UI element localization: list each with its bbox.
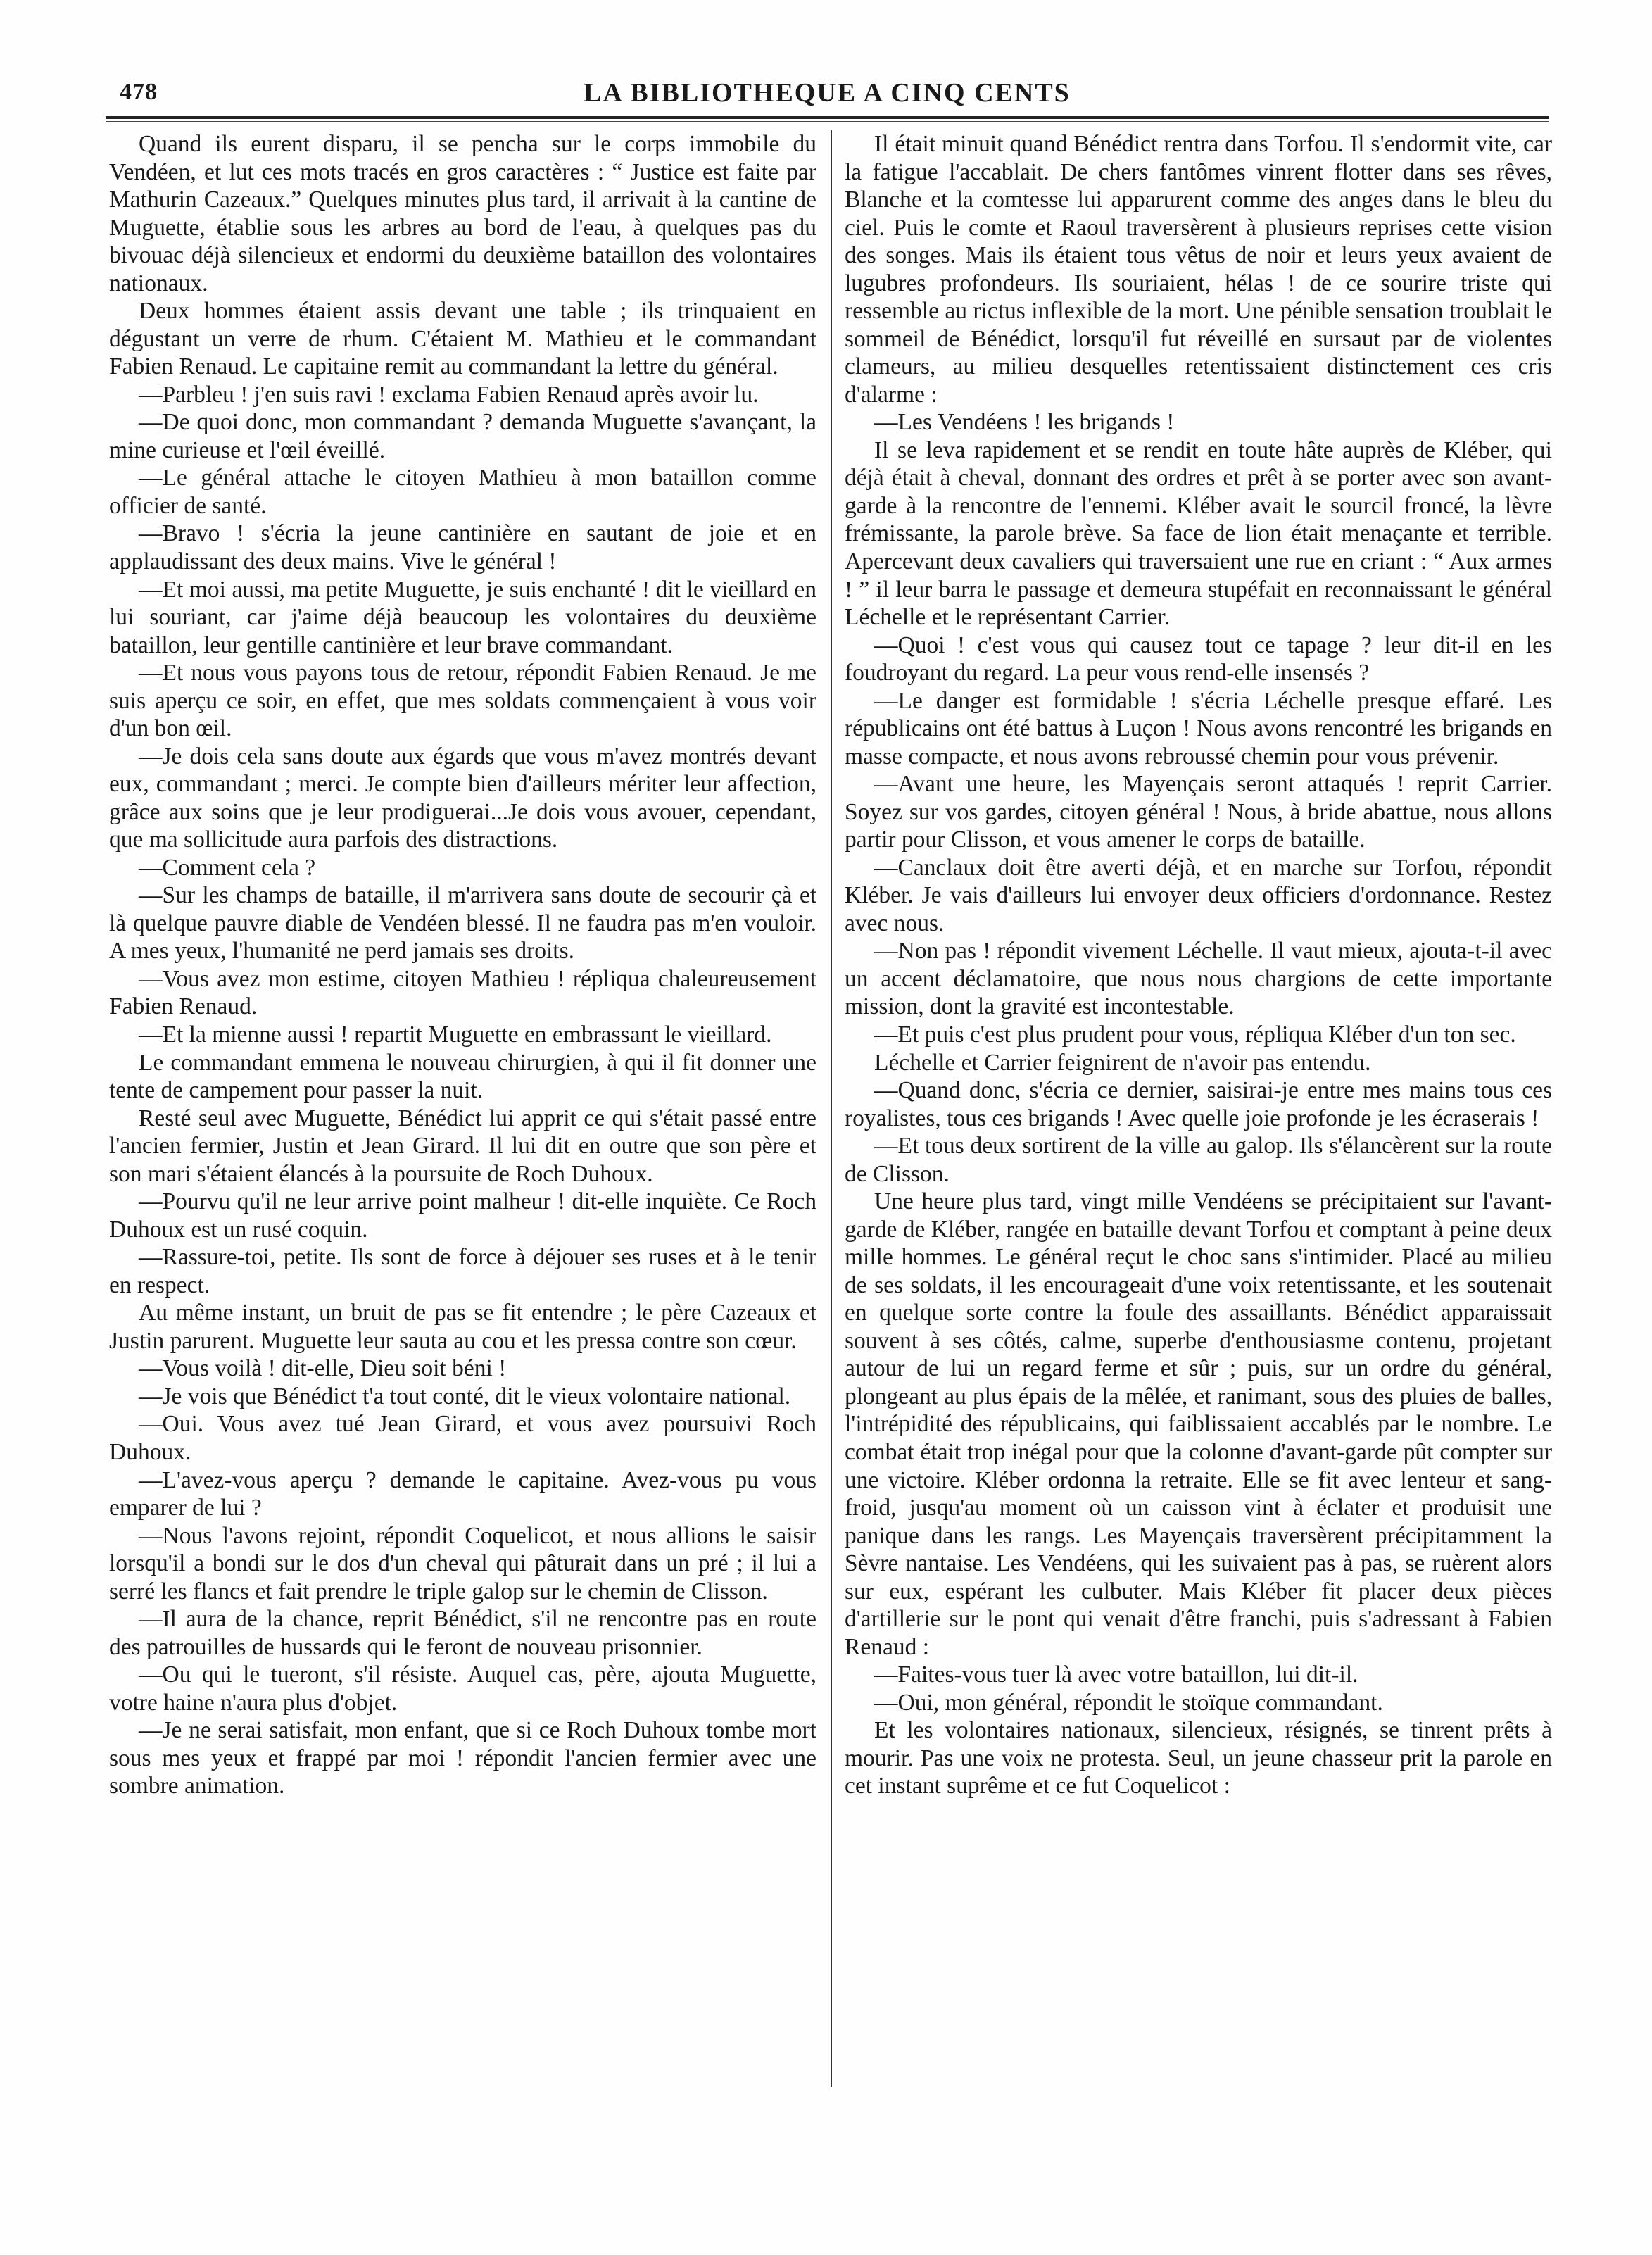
paragraph: Au même instant, un bruit de pas se fit entendre ; le père Cazeaux et Justin parurent. Muguette leur sauta au cou et les pressa contre son cœur. bbox=[109, 1300, 816, 1354]
running-title: LA BIBLIOTHEQUE A CINQ CENTS bbox=[584, 78, 1071, 108]
paragraph: —L'avez-vous aperçu ? demande le capitaine. Avez-vous pu vous emparer de lui ? bbox=[109, 1466, 816, 1521]
paragraph: —Canclaux doit être averti déjà, et en marche sur Torfou, répondit Kléber. Je vais d'ailleurs lui envoyer deux officiers d'ordonnance. Restez avec nous. bbox=[845, 854, 1552, 936]
paragraph: —Il aura de la chance, reprit Bénédict, s'il ne rencontre pas en route des patrouilles de hussards qui le feront de nouveau prisonnier. bbox=[109, 1606, 816, 1660]
paragraph: —Vous voilà ! dit-elle, Dieu soit béni ! bbox=[139, 1355, 507, 1382]
paragraph: Il se leva rapidement et se rendit en toute hâte auprès de Kléber, qui déjà était à cheval, donnant des ordres et prêt à se porter avec son avant-garde à la rencontre de l'ennemi. Kléber avait le sourcil froncé, la lèvre frémissante, la parole brève. Sa face de lion était menaçante et terrible. Apercevant deux cavaliers qui traversaient une rue en criant : “ Aux armes ! ” il leur barra le passage et demeura stupéfait en reconnaissant le général Léchelle et le représentant Carrier. bbox=[845, 436, 1552, 631]
paragraph: Il était minuit quand Bénédict rentra dans Torfou. Il s'endormit vite, car la fatigue l'accablait. De chers fantômes vinrent flotter dans ses rêves, Blanche et la comtesse lui apparurent comme des anges dans le bleu du ciel. Puis le comte et Raoul traversèrent à plusieurs reprises cette vision des songes. Mais ils étaient tous vêtus de noir et leurs yeux avaient de lugubres profondeurs. Ils souriaient, hélas ! de ce sourire triste qui ressemble au rictus inflexible de la mort. Une pénible sensation troublait le sommeil de Bénédict, lorsqu'il fut réveillé en sursaut par de violentes clameurs, au milieu desquelles retentissaient distinctement ces cris d'alarme : bbox=[845, 131, 1552, 408]
paragraph: —Nous l'avons rejoint, répondit Coquelicot, et nous allions le saisir lorsqu'il a bondi sur le dos d'un cheval qui pâturait dans un pré ; il lui a serré les flancs et fait prendre le triple galop sur le chemin de Clisson. bbox=[109, 1522, 816, 1604]
paragraph: —Vous avez mon estime, citoyen Mathieu ! répliqua chaleureusement Fabien Renaud. bbox=[109, 965, 816, 1020]
left-column bbox=[109, 130, 816, 2087]
paragraph: Le commandant emmena le nouveau chirurgien, à qui il fit donner une tente de campement pour passer la nuit. bbox=[109, 1049, 816, 1104]
page-header bbox=[106, 76, 1549, 118]
paragraph: —Parbleu ! j'en suis ravi ! exclama Fabien Renaud après avoir lu. bbox=[139, 381, 759, 408]
paragraph: Resté seul avec Muguette, Bénédict lui apprit ce qui s'était passé entre l'ancien fermier, Justin et Jean Girard. Il lui dit en outre que son père et son mari s'étaient élancés à la poursuite de Roch Duhoux. bbox=[109, 1105, 816, 1187]
paragraph: —Oui. Vous avez tué Jean Girard, et vous avez poursuivi Roch Duhoux. bbox=[109, 1411, 816, 1465]
paragraph: —Comment cela ? bbox=[139, 854, 316, 881]
paragraph: —Ou qui le tueront, s'il résiste. Auquel cas, père, ajouta Muguette, votre haine n'aura plus d'objet. bbox=[109, 1662, 816, 1716]
paragraph: —Faites-vous tuer là avec votre bataillon, lui dit-il. bbox=[874, 1662, 1358, 1688]
paragraph: Une heure plus tard, vingt mille Vendéens se précipitaient sur l'avant-garde de Kléber, rangée en bataille devant Torfou et comptant à peine deux mille hommes. Le général reçut le choc sans s'intimider. Placé au milieu de ses soldats, il les encourageait d'une voix retentissante, et les soutenait en quelque sorte contre la foule des assaillants. Bénédict apparaissait souvent à ses côtés, calme, superbe d'enthousiasme contenu, projetant autour de lui un regard ferme et sûr ; puis, sur un ordre du général, plongeant au plus épais de la mêlée, et ranimant, sous des pluies de balles, l'intrépidité des républicains, qui faiblissaient accablés par le nombre. Le combat était trop inégal pour que la colonne d'avant-garde pût compter sur une victoire. Kléber ordonna la retraite. Elle se fit avec lenteur et sang-froid, jusqu'au moment où un caisson vint à éclater et produisit une panique dans les rangs. Les Mayençais traversèrent précipitamment la Sèvre nantaise. Les Vendéens, qui les suivaient pas à pas, se ruèrent alors sur eux, espérant les culbuter. Mais Kléber fit placer deux pièces d'artillerie sur le pont qui venait d'être franchi, puis s'adressant à Fabien Renaud : bbox=[845, 1188, 1552, 1660]
paragraph: —Avant une heure, les Mayençais seront attaqués ! reprit Carrier. Soyez sur vos gardes, citoyen général ! Nous, à bride abattue, nous allons partir pour Clisson, et vous amener le corps de bataille. bbox=[845, 771, 1552, 853]
paragraph: —Rassure-toi, petite. Ils sont de force à déjouer ses ruses et à le tenir en respect. bbox=[109, 1244, 816, 1298]
paragraph: —Je vois que Bénédict t'a tout conté, dit le vieux volontaire national. bbox=[139, 1383, 791, 1409]
paragraph: —Bravo ! s'écria la jeune cantinière en sautant de joie et en applaudissant des deux mains. Vive le général ! bbox=[109, 520, 816, 574]
paragraph: —Non pas ! répondit vivement Léchelle. Il vaut mieux, ajouta-t-il avec un accent déclamatoire, que nous nous chargions de cette importante mission, dont la gravité est incontestable. bbox=[845, 938, 1552, 1020]
paragraph: —Et tous deux sortirent de la ville au galop. Ils s'élancèrent sur la route de Clisson. bbox=[845, 1133, 1552, 1187]
header-rule bbox=[106, 116, 1549, 119]
paragraph: —Et moi aussi, ma petite Muguette, je suis enchanté ! dit le vieillard en lui souriant, car j'aime déjà beaucoup les volontaires du deuxième bataillon, leur gentille cantinière et leur brave commandant. bbox=[109, 576, 816, 658]
paragraph: —Les Vendéens ! les brigands ! bbox=[874, 409, 1175, 436]
column-divider bbox=[831, 130, 832, 2087]
paragraph: —Quand donc, s'écria ce dernier, saisirai-je entre mes mains tous ces royalistes, tous ces brigands ! Avec quelle joie profonde je les écraserais ! bbox=[845, 1077, 1552, 1131]
paragraph: Deux hommes étaient assis devant une table ; ils trinquaient en dégustant un verre de rhum. C'étaient M. Mathieu et le commandant Fabien Renaud. Le capitaine remit au commandant la lettre du général. bbox=[109, 298, 816, 380]
paragraph: —Oui, mon général, répondit le stoïque commandant. bbox=[874, 1689, 1383, 1716]
paragraph: —Je ne serai satisfait, mon enfant, que si ce Roch Duhoux tombe mort sous mes yeux et frappé par moi ! répondit l'ancien fermier avec une sombre animation. bbox=[109, 1717, 816, 1799]
right-column bbox=[845, 130, 1552, 2087]
paragraph: —Je dois cela sans doute aux égards que vous m'avez montrés devant eux, commandant ; merci. Je compte bien d'ailleurs mériter leur affection, grâce aux soins que je leur prodiguerai...Je dois vous avouer, cependant, que ma sollicitude aura parfois des distractions. bbox=[109, 743, 816, 853]
paragraph: —Et puis c'est plus prudent pour vous, répliqua Kléber d'un ton sec. bbox=[874, 1022, 1516, 1048]
paragraph: —De quoi donc, mon commandant ? demanda Muguette s'avançant, la mine curieuse et l'œil éveillé. bbox=[109, 409, 816, 463]
paragraph: —Le général attache le citoyen Mathieu à mon bataillon comme officier de santé. bbox=[109, 465, 816, 519]
paragraph: Quand ils eurent disparu, il se pencha sur le corps immobile du Vendéen, et lut ces mots tracés en gros caractères : “ Justice est faite par Mathurin Cazeaux.” Quelques minutes plus tard, il arrivait à la cantine de Muguette, établie sous les arbres au bord de l'eau, à quelques pas du bivouac déjà silencieux et endormi du deuxième bataillon des volontaires nationaux. bbox=[109, 131, 816, 296]
paragraph: —Sur les champs de bataille, il m'arrivera sans doute de secourir çà et là quelque pauvre diable de Vendéen blessé. Il ne faudra pas m'en vouloir. A mes yeux, l'humanité ne perd jamais ses droits. bbox=[109, 882, 816, 965]
paragraph: —Quoi ! c'est vous qui causez tout ce tapage ? leur dit-il en les foudroyant du regard. La peur vous rend-elle insensés ? bbox=[845, 632, 1552, 686]
paragraph: Léchelle et Carrier feignirent de n'avoir pas entendu. bbox=[874, 1049, 1371, 1076]
header-rule-thin bbox=[106, 121, 1549, 122]
paragraph: —Et nous vous payons tous de retour, répondit Fabien Renaud. Je me suis aperçu ce soir, en effet, que mes soldats commençaient à vous voir d'un bon œil. bbox=[109, 660, 816, 742]
paragraph: —Le danger est formidable ! s'écria Léchelle presque effaré. Les républicains ont été battus à Luçon ! Nous avons rencontré les brigands en masse compacte, et nous avons rebroussé chemin pour vous prévenir. bbox=[845, 687, 1552, 770]
paragraph: —Pourvu qu'il ne leur arrive point malheur ! dit-elle inquiète. Ce Roch Duhoux est un rusé coquin. bbox=[109, 1188, 816, 1243]
page-number: 478 bbox=[120, 79, 158, 105]
paragraph: Et les volontaires nationaux, silencieux, résignés, se tinrent prêts à mourir. Pas une voix ne protesta. Seul, un jeune chasseur prit la parole en cet instant suprême et ce fut Coquelicot : bbox=[845, 1717, 1552, 1799]
paragraph: —Et la mienne aussi ! repartit Muguette en embrassant le vieillard. bbox=[139, 1022, 772, 1048]
